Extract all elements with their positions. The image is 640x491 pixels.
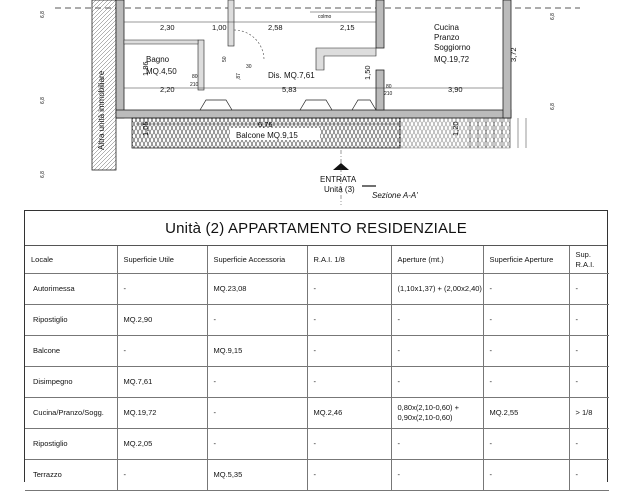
right-dim-mid: 6,8 [550,103,556,110]
window-1 [200,100,232,110]
dim-583: 5,83 [282,85,297,94]
balcone-label: Balcone MQ.9,15 [236,131,298,140]
side-label: Altra unità immobiliare [97,70,106,150]
dim-220: 2,20 [160,85,175,94]
door-swing [234,30,264,60]
table-cell: - [207,367,307,398]
right-dim-top: 6,8 [550,13,556,20]
table-row [25,367,609,398]
dim-186: 1,86 [141,61,150,76]
surface-table [24,210,608,482]
column-header: Sup. R.A.I. [569,246,609,274]
table-cell: - [569,336,609,367]
table-cell: Balcone [25,336,117,367]
dim-120: 1,20 [451,121,460,136]
column-header: Aperture (mt.) [391,246,483,274]
table-cell: - [307,460,391,491]
table-row [25,305,609,336]
table-cell: - [117,460,207,491]
table-cell: Disimpegno [25,367,117,398]
table-cell: MQ.5,35 [207,460,307,491]
table-cell: Autorimessa [25,274,117,305]
table-cell: 0,80x(2,10-0,60) + 0,90x(2,10-0,60) [391,398,483,429]
table-cell: - [483,429,569,460]
window-3 [352,100,376,110]
cucina-line1: Cucina [434,23,459,32]
dim-230: 2,30 [160,23,175,32]
column-header: Superficie Aperture [483,246,569,274]
table-cell: - [207,305,307,336]
table-cell: MQ.23,08 [207,274,307,305]
table-cell: - [483,274,569,305]
wall-bath [198,40,204,90]
dim-87: ,87 [236,73,242,80]
table-header-row [25,246,609,274]
table-cell: - [207,398,307,429]
column-header: Superficie Utile [117,246,207,274]
table-cell: MQ.2,05 [117,429,207,460]
cucina-area: MQ.19,72 [434,55,470,64]
table-cell: - [483,367,569,398]
table-cell: - [483,305,569,336]
table-cell: - [569,429,609,460]
wall-kitchen-upper [376,0,384,48]
wall-stair [228,0,234,46]
table-cell: MQ.2,90 [117,305,207,336]
table-cell: - [307,274,391,305]
table-cell: - [117,274,207,305]
table-cell: - [307,429,391,460]
dis-label: Dis. MQ.7,61 [268,71,315,80]
bagno-name: Bagno [146,55,170,64]
floor-plan [0,0,640,205]
wall-bath-top [124,40,198,44]
table-cell: - [391,367,483,398]
column-header: R.A.I. 1/8 [307,246,391,274]
dim-105: 1,05 [141,121,150,136]
wall-bottom [116,110,511,118]
table-cell: (1,10x1,37) + (2,00x2,40) [391,274,483,305]
table-cell: MQ.2,55 [483,398,569,429]
window-2 [300,100,332,110]
column-header: Superficie Accessoria [207,246,307,274]
left-dim-mid: 6,8 [40,97,46,104]
dim-215: 2,15 [340,23,355,32]
left-dim-bot: 6,8 [40,171,46,178]
table-row [25,429,609,460]
table-cell: - [391,305,483,336]
table-cell: - [207,429,307,460]
dim-100: 1,00 [212,23,227,32]
table-cell: MQ.2,46 [307,398,391,429]
entrance-line2: Unità (3) [324,185,355,194]
table-cell: - [483,336,569,367]
table-cell: > 1/8 [569,398,609,429]
table-row [25,398,609,429]
dim-210-b: 210 [384,91,393,97]
table-cell: Terrazzo [25,460,117,491]
dim-30: 30 [246,64,252,70]
table-cell: - [391,460,483,491]
table-row [25,336,609,367]
table-cell: - [117,336,207,367]
column-header: Locale [25,246,117,274]
table-cell: MQ.19,72 [117,398,207,429]
bagno-area: MQ.4,50 [146,67,177,76]
dim-372: 3,72 [509,47,518,62]
table-cell: Cucina/Pranzo/Sogg. [25,398,117,429]
table-cell: - [307,367,391,398]
wall-kitchen-lower [376,70,384,110]
cucina-line2: Pranzo [434,33,460,42]
table-cell: Ripostiglio [25,305,117,336]
dim-150: 1,50 [363,65,372,80]
surface-grid [25,246,609,491]
table-cell: - [307,336,391,367]
dim-80: 80 [192,74,198,80]
cucina-line3: Soggiorno [434,43,471,52]
left-dim-top: 6,8 [40,11,46,18]
table-row [25,460,609,491]
table-cell: - [569,274,609,305]
table-cell: MQ.7,61 [117,367,207,398]
table-cell: - [569,460,609,491]
dim-676: 6,76 [258,120,273,129]
entrance-line1: ENTRATA [320,175,357,184]
dim-50: 50 [222,56,228,62]
table-cell: MQ.9,15 [207,336,307,367]
table-cell: - [307,305,391,336]
table-cell: - [569,305,609,336]
dim-80-b: 80 [386,84,392,90]
wall-left [116,0,124,118]
table-cell: - [391,336,483,367]
dim-210: 210 [190,82,199,88]
table-cell: - [569,367,609,398]
table-cell: - [391,429,483,460]
table-cell: - [483,460,569,491]
colmo-label: colmo [318,14,332,20]
table-row [25,274,609,305]
table-cell: Ripostiglio [25,429,117,460]
section-label: Sezione A-A' [372,191,418,200]
dim-258: 2,58 [268,23,283,32]
table-title: Unità (2) APPARTAMENTO RESIDENZIALE [25,211,607,246]
dim-390: 3,90 [448,85,463,94]
